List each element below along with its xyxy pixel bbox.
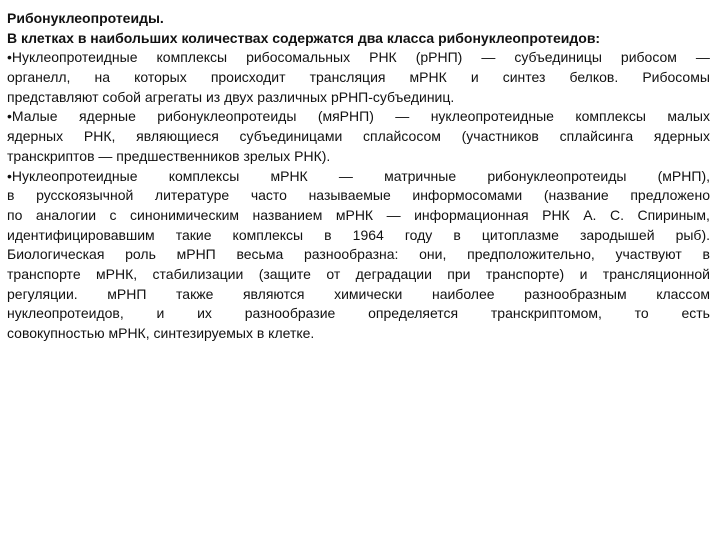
word: (участников <box>461 128 539 145</box>
word: рибосом <box>620 49 677 66</box>
word: субъединицы <box>514 49 602 66</box>
word: часто <box>250 187 287 204</box>
word: от <box>326 265 341 282</box>
text-line <box>7 68 710 88</box>
word: белков. <box>569 69 619 86</box>
word: ядерных <box>7 128 64 145</box>
text-line <box>7 265 710 285</box>
word: они, <box>419 246 447 263</box>
word: литературе <box>154 187 230 204</box>
word: РНК, <box>83 128 116 145</box>
word: сплайсинга <box>559 128 634 145</box>
word: их <box>197 305 212 322</box>
word: роль <box>125 246 156 263</box>
word: малых <box>667 108 710 125</box>
word: РНК <box>369 49 397 66</box>
word: наиболее <box>431 285 495 302</box>
word: классом <box>656 285 710 302</box>
word: есть <box>681 305 710 322</box>
word: ядерные <box>78 108 136 125</box>
word: транскриптомом, <box>490 305 602 322</box>
word: нуклеопротеидов, <box>7 305 124 322</box>
word: химически <box>334 285 403 302</box>
text-line <box>7 324 710 344</box>
word: матричные <box>384 167 457 184</box>
word: (мяРНП) <box>317 108 374 125</box>
word: весьма <box>236 246 284 263</box>
word: году <box>404 226 433 243</box>
text-line <box>7 48 710 68</box>
word: РНК <box>542 206 570 223</box>
word: — <box>481 49 496 66</box>
word: рибосомальных <box>246 49 351 66</box>
word: (защите <box>258 265 311 282</box>
word: мРНК <box>270 167 308 184</box>
word: транспорте) <box>485 265 565 282</box>
word: в <box>453 226 461 243</box>
word: рыб). <box>675 226 710 243</box>
word: аналогии <box>35 206 97 223</box>
document-body <box>7 9 710 344</box>
word: •Малые <box>7 108 58 125</box>
text-line <box>7 285 710 305</box>
text-line <box>7 147 710 167</box>
word: и <box>470 69 479 86</box>
text-line <box>7 226 710 246</box>
word: (название <box>543 187 609 204</box>
document-intro: В клетках в наибольших количествах содержатся два класса рибонуклеопротеидов: <box>7 29 601 46</box>
word: мРНК, <box>96 265 138 282</box>
word: — <box>386 206 401 223</box>
word: сплайсосом <box>363 128 441 145</box>
word: также <box>176 285 214 302</box>
word: разнообразным <box>524 285 627 302</box>
word: являются <box>242 285 305 302</box>
word: на <box>94 69 111 86</box>
word: мРНК <box>335 206 374 223</box>
word: трансляция <box>309 69 386 86</box>
word: транспорте <box>7 265 81 282</box>
word: идентифицировавшим <box>7 226 155 243</box>
word: мРНП <box>107 285 147 302</box>
word: в <box>324 226 332 243</box>
word: — <box>395 108 410 125</box>
word: трансляционной <box>602 265 710 282</box>
word: синтез <box>502 69 546 86</box>
word: комплексы <box>156 49 228 66</box>
word: регуляции. <box>7 285 78 302</box>
word: русскоязычной <box>36 187 134 204</box>
word: информационная <box>414 206 529 223</box>
text-line <box>7 304 710 324</box>
word: рибонуклеопротеиды <box>157 108 297 125</box>
word: предположительно, <box>467 246 595 263</box>
word: названием <box>252 206 323 223</box>
word: и <box>156 305 165 322</box>
word: цитоплазме <box>481 226 559 243</box>
word: разнообразна: <box>304 246 399 263</box>
word: информосомами <box>412 187 523 204</box>
word: предложено <box>630 187 710 204</box>
word: комплексы <box>168 167 240 184</box>
word: стабилизации <box>152 265 244 282</box>
word: — <box>695 49 710 66</box>
word: являющиеся <box>136 128 219 145</box>
word: мРНП <box>176 246 216 263</box>
word: такие <box>175 226 212 243</box>
word: ядерных <box>653 128 710 145</box>
word: происходит <box>210 69 286 86</box>
text-line <box>7 167 710 187</box>
text-line <box>7 245 710 265</box>
word: называемые <box>308 187 391 204</box>
word: Биологическая <box>7 246 105 263</box>
word: деградации <box>355 265 432 282</box>
word: с <box>109 206 117 223</box>
word: разнообразие <box>244 305 336 322</box>
word: •Нуклеопротеидные <box>7 167 138 184</box>
word: то <box>634 305 649 322</box>
line-text: транскриптов — предшественников зрелых РНК). <box>7 147 331 164</box>
word: которых <box>134 69 187 86</box>
word: при <box>447 265 471 282</box>
word: А. <box>583 206 597 223</box>
word: и <box>579 265 588 282</box>
body-text <box>7 48 710 343</box>
text-line <box>7 107 710 127</box>
document-title: Рибонуклеопротеиды. <box>7 10 164 26</box>
word: •Нуклеопротеидные <box>7 49 138 66</box>
text-line <box>7 88 710 108</box>
word: рибонуклеопротеиды <box>487 167 627 184</box>
word: комплексы <box>232 226 304 243</box>
word: определяется <box>368 305 459 322</box>
word: — <box>338 167 353 184</box>
word: (мРНП), <box>657 167 710 184</box>
word: участвуют <box>615 246 682 263</box>
word: органелл, <box>7 69 71 86</box>
word: Рибосомы <box>642 69 710 86</box>
word: Спириным, <box>637 206 710 223</box>
word: синонимическим <box>130 206 240 223</box>
word: по <box>7 206 23 223</box>
word: субъединицами <box>239 128 343 145</box>
text-line <box>7 186 710 206</box>
word: (рРНП) <box>415 49 463 66</box>
word: нуклеопротеидные <box>430 108 554 125</box>
word: мРНК <box>409 69 447 86</box>
line-text: совокупностью мРНК, синтезируемых в клетке. <box>7 325 315 341</box>
word: комплексы <box>575 108 646 125</box>
word: С. <box>609 206 624 223</box>
word: в <box>7 187 15 204</box>
text-line <box>7 206 710 226</box>
line-text: представляют собой агрегаты из двух различных рРНП-субъединиц. <box>7 88 455 105</box>
word: 1964 <box>352 226 384 243</box>
text-line <box>7 127 710 147</box>
word: зародышей <box>579 226 655 243</box>
word: в <box>702 246 710 263</box>
